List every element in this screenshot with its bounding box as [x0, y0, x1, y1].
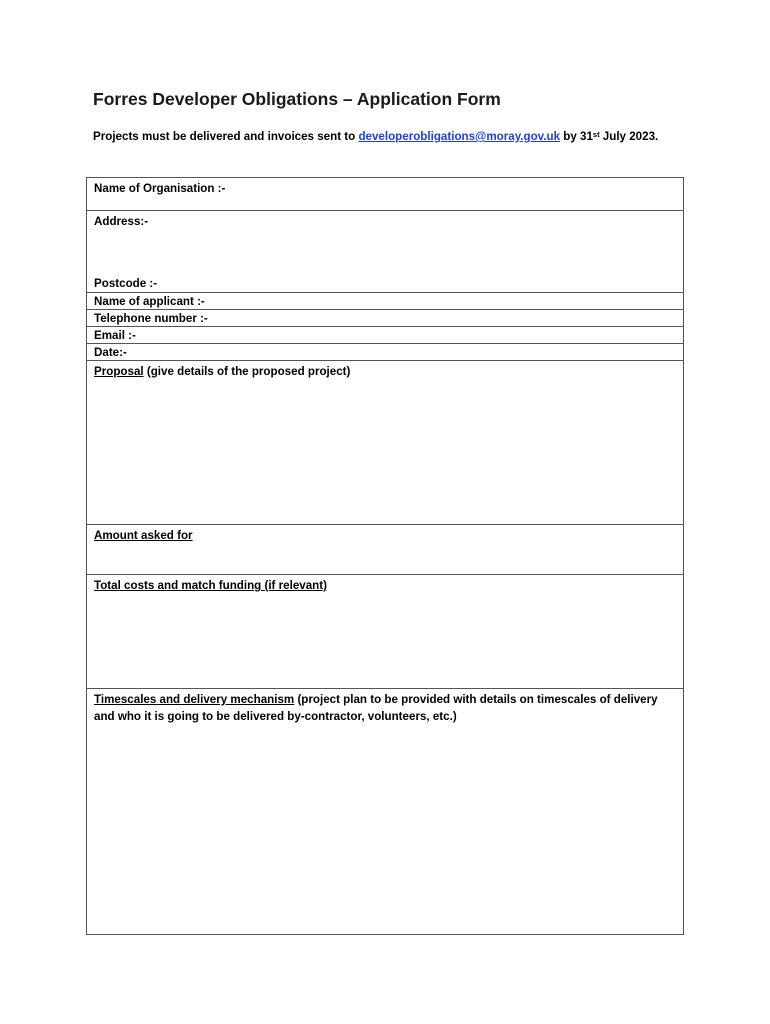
telephone-row[interactable]: [87, 310, 683, 327]
amount-row[interactable]: [87, 525, 683, 575]
amount-label: Amount asked for: [94, 529, 193, 542]
intro-superscript: st: [592, 130, 600, 139]
intro-prefix: Projects must be delivered and invoices sent to: [93, 130, 359, 143]
date-row[interactable]: [87, 344, 683, 361]
email-label: Email :-: [94, 329, 136, 342]
intro-middle: by 31: [560, 130, 593, 143]
intro-text: [93, 128, 673, 146]
timescales-label: Timescales and delivery mechanism: [94, 693, 295, 706]
timescales-hint: (project plan to be provided with details on timescales of delivery and who it is going to be delivered by-contractor, volunteers, etc.): [94, 693, 658, 723]
date-label: Date:-: [94, 346, 127, 359]
email-link[interactable]: developerobligations@moray.gov.uk: [358, 130, 561, 143]
applicant-row[interactable]: [87, 293, 683, 310]
timescales-row[interactable]: [87, 689, 683, 934]
organisation-label: Name of Organisation :-: [94, 182, 226, 195]
application-form-table: [86, 177, 684, 935]
applicant-label: Name of applicant :-: [94, 295, 205, 308]
address-row[interactable]: [87, 211, 683, 293]
costs-row[interactable]: [87, 575, 683, 689]
postcode-label: Postcode :-: [94, 277, 158, 290]
proposal-row[interactable]: [87, 361, 683, 525]
costs-label: Total costs and match funding (if relevant): [94, 579, 327, 592]
proposal-hint: (give details of the proposed project): [143, 365, 351, 378]
page-title: Forres Developer Obligations – Application Form: [93, 89, 501, 109]
organisation-row[interactable]: [87, 178, 683, 211]
intro-suffix: July 2023.: [599, 130, 659, 143]
address-label: Address:-: [94, 215, 149, 228]
proposal-label: Proposal: [94, 365, 144, 378]
email-row[interactable]: [87, 327, 683, 344]
telephone-label: Telephone number :-: [94, 312, 208, 325]
